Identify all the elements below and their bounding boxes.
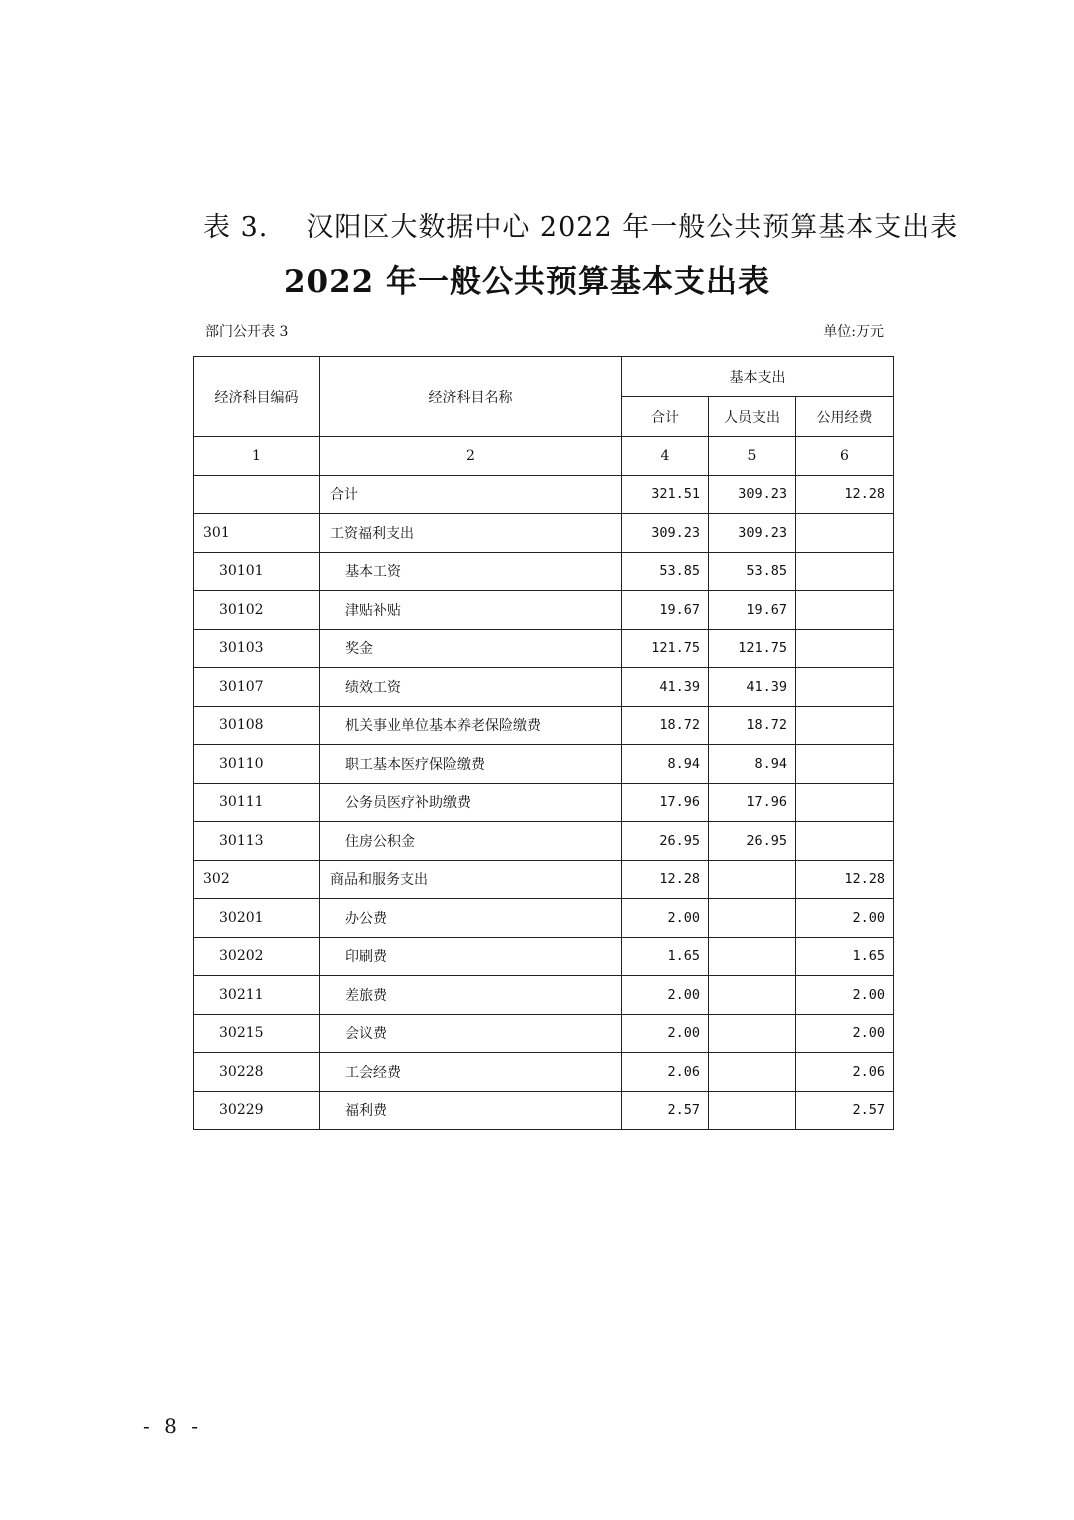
table-row xyxy=(194,899,894,938)
header-group: 基本支出 xyxy=(622,357,894,397)
row-code: 30202 xyxy=(194,937,320,976)
row-total: 19.67 xyxy=(622,591,709,630)
row-total: 41.39 xyxy=(622,668,709,707)
row-total: 12.28 xyxy=(622,860,709,899)
table-row xyxy=(194,552,894,591)
budget-table xyxy=(193,356,894,1130)
table-row xyxy=(194,976,894,1015)
row-personnel: 309.23 xyxy=(709,475,796,514)
table-title xyxy=(0,256,1074,301)
row-public xyxy=(796,552,894,591)
header-total: 合计 xyxy=(622,397,709,437)
row-public: 12.28 xyxy=(796,475,894,514)
row-public xyxy=(796,514,894,553)
row-code: 30228 xyxy=(194,1053,320,1092)
table-row xyxy=(194,822,894,861)
row-name: 会议费 xyxy=(320,1014,622,1053)
row-total: 8.94 xyxy=(622,745,709,784)
row-personnel xyxy=(709,1053,796,1092)
table-row xyxy=(194,745,894,784)
form-label: 部门公开表 3 xyxy=(205,324,289,340)
row-code: 30102 xyxy=(194,591,320,630)
table-row xyxy=(194,514,894,553)
row-personnel xyxy=(709,860,796,899)
row-personnel: 19.67 xyxy=(709,591,796,630)
row-total: 2.00 xyxy=(622,1014,709,1053)
column-number: 5 xyxy=(709,437,796,476)
row-total: 2.00 xyxy=(622,899,709,938)
row-code: 30111 xyxy=(194,783,320,822)
table-row xyxy=(194,860,894,899)
row-name: 职工基本医疗保险缴费 xyxy=(320,745,622,784)
row-total: 2.57 xyxy=(622,1091,709,1130)
row-total: 309.23 xyxy=(622,514,709,553)
row-personnel xyxy=(709,937,796,976)
row-name: 机关事业单位基本养老保险缴费 xyxy=(320,706,622,745)
row-code: 301 xyxy=(194,514,320,553)
row-personnel: 121.75 xyxy=(709,629,796,668)
row-public: 2.00 xyxy=(796,899,894,938)
header-name: 经济科目名称 xyxy=(320,357,622,437)
row-public: 2.00 xyxy=(796,1014,894,1053)
row-public: 2.06 xyxy=(796,1053,894,1092)
row-public xyxy=(796,591,894,630)
row-total: 2.06 xyxy=(622,1053,709,1092)
table-row xyxy=(194,783,894,822)
row-name: 福利费 xyxy=(320,1091,622,1130)
document-title xyxy=(203,205,958,244)
row-name: 印刷费 xyxy=(320,937,622,976)
row-personnel xyxy=(709,1091,796,1130)
document-title-text: 汉阳区大数据中心 2022 年一般公共预算基本支出表 xyxy=(306,212,959,243)
row-name: 绩效工资 xyxy=(320,668,622,707)
row-personnel: 18.72 xyxy=(709,706,796,745)
column-number: 1 xyxy=(194,437,320,476)
row-code xyxy=(194,475,320,514)
total-row xyxy=(194,475,894,514)
row-public: 1.65 xyxy=(796,937,894,976)
row-public: 12.28 xyxy=(796,860,894,899)
document-title-prefix: 表 3. xyxy=(203,212,269,243)
header-public: 公用经费 xyxy=(796,397,894,437)
row-code: 30108 xyxy=(194,706,320,745)
row-code: 30110 xyxy=(194,745,320,784)
table-row xyxy=(194,591,894,630)
unit-label: 单位:万元 xyxy=(823,324,884,340)
row-public xyxy=(796,629,894,668)
row-name: 合计 xyxy=(320,475,622,514)
row-name: 基本工资 xyxy=(320,552,622,591)
row-total: 2.00 xyxy=(622,976,709,1015)
row-name: 工会经费 xyxy=(320,1053,622,1092)
table-title-text: 2022 年一般公共预算基本支出表 xyxy=(283,264,771,300)
row-total: 17.96 xyxy=(622,783,709,822)
row-name: 奖金 xyxy=(320,629,622,668)
row-total: 26.95 xyxy=(622,822,709,861)
row-code: 30103 xyxy=(194,629,320,668)
row-code: 30113 xyxy=(194,822,320,861)
row-name: 津贴补贴 xyxy=(320,591,622,630)
row-code: 30215 xyxy=(194,1014,320,1053)
row-personnel: 17.96 xyxy=(709,783,796,822)
table-row xyxy=(194,937,894,976)
column-number-row xyxy=(194,437,894,476)
row-code: 30229 xyxy=(194,1091,320,1130)
column-number: 4 xyxy=(622,437,709,476)
row-name: 差旅费 xyxy=(320,976,622,1015)
header-personnel: 人员支出 xyxy=(709,397,796,437)
row-name: 住房公积金 xyxy=(320,822,622,861)
row-code: 30101 xyxy=(194,552,320,591)
row-personnel: 53.85 xyxy=(709,552,796,591)
row-name: 办公费 xyxy=(320,899,622,938)
row-public: 2.57 xyxy=(796,1091,894,1130)
row-public xyxy=(796,783,894,822)
row-public xyxy=(796,745,894,784)
row-total: 1.65 xyxy=(622,937,709,976)
table-row xyxy=(194,668,894,707)
table-row xyxy=(194,629,894,668)
table-row xyxy=(194,1053,894,1092)
table-body xyxy=(194,475,894,1130)
row-public xyxy=(796,822,894,861)
row-name: 公务员医疗补助缴费 xyxy=(320,783,622,822)
row-code: 302 xyxy=(194,860,320,899)
row-personnel: 8.94 xyxy=(709,745,796,784)
row-total: 121.75 xyxy=(622,629,709,668)
page-number: - 8 - xyxy=(143,1414,202,1438)
table-row xyxy=(194,1091,894,1130)
row-code: 30201 xyxy=(194,899,320,938)
row-public xyxy=(796,706,894,745)
row-personnel: 41.39 xyxy=(709,668,796,707)
row-personnel: 26.95 xyxy=(709,822,796,861)
row-personnel xyxy=(709,1014,796,1053)
row-personnel xyxy=(709,976,796,1015)
row-code: 30211 xyxy=(194,976,320,1015)
column-number: 6 xyxy=(796,437,894,476)
row-code: 30107 xyxy=(194,668,320,707)
row-total: 321.51 xyxy=(622,475,709,514)
table-row xyxy=(194,1014,894,1053)
row-personnel: 309.23 xyxy=(709,514,796,553)
row-name: 工资福利支出 xyxy=(320,514,622,553)
row-total: 53.85 xyxy=(622,552,709,591)
row-personnel xyxy=(709,899,796,938)
row-public xyxy=(796,668,894,707)
column-number: 2 xyxy=(320,437,622,476)
row-total: 18.72 xyxy=(622,706,709,745)
header-code: 经济科目编码 xyxy=(194,357,320,437)
row-public: 2.00 xyxy=(796,976,894,1015)
table-row xyxy=(194,706,894,745)
row-name: 商品和服务支出 xyxy=(320,860,622,899)
